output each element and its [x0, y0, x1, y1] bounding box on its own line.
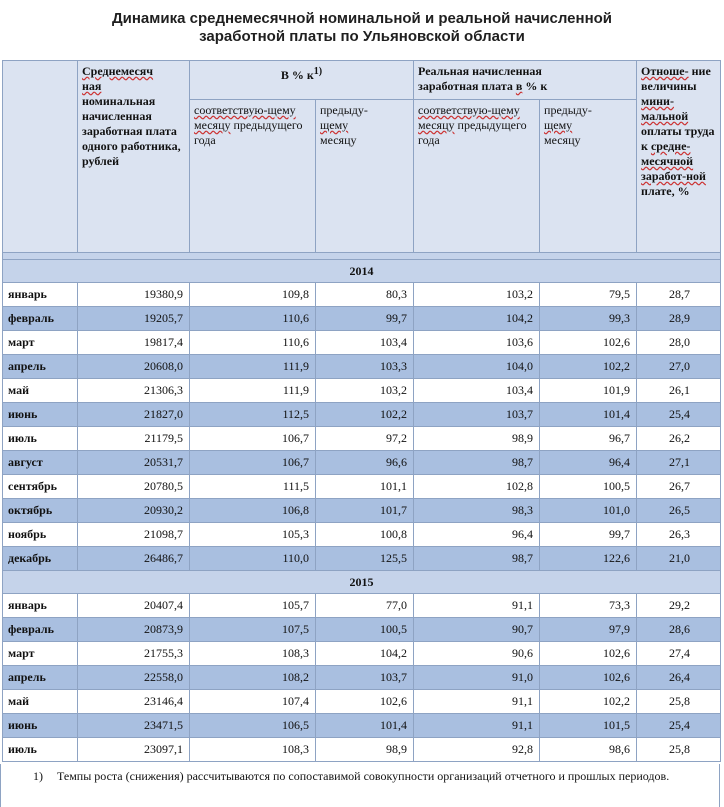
value-cell: 100,5 [540, 475, 637, 499]
document-title [0, 10, 724, 46]
sub-same-rest: предыдущего года [194, 118, 303, 147]
value-cell: 111,5 [190, 475, 316, 499]
value-cell: 106,7 [190, 451, 316, 475]
value-cell: 19380,9 [78, 283, 190, 307]
value-cell: 79,5 [540, 283, 637, 307]
value-cell: 27,1 [637, 451, 721, 475]
value-cell: 101,4 [540, 403, 637, 427]
header-percent-prev-month [316, 100, 414, 253]
value-cell: 103,7 [414, 403, 540, 427]
value-cell: 111,9 [190, 379, 316, 403]
value-cell: 101,0 [540, 499, 637, 523]
value-cell: 97,2 [316, 427, 414, 451]
header-last-und1: Отноше- [641, 64, 689, 78]
title-line-2: заработной платы по Ульяновской области [199, 28, 525, 45]
value-cell: 21827,0 [78, 403, 190, 427]
value-cell: 22558,0 [78, 666, 190, 690]
value-cell: 103,6 [414, 331, 540, 355]
value-cell: 28,0 [637, 331, 721, 355]
year-label: 2015 [3, 571, 721, 594]
sub-real-prev-und: щему [544, 118, 573, 132]
header-real-prev-month [540, 100, 637, 253]
value-cell: 98,7 [414, 547, 540, 571]
month-cell: февраль [3, 618, 78, 642]
header-last-rest3: плате, % [641, 184, 690, 198]
value-cell: 106,8 [190, 499, 316, 523]
value-cell: 102,2 [540, 355, 637, 379]
value-cell: 110,6 [190, 331, 316, 355]
table-row [3, 499, 721, 523]
header-real-same-month [414, 100, 540, 253]
header-real-l2b: в [515, 79, 523, 93]
table-row [3, 738, 721, 762]
spacer-cell [3, 253, 721, 260]
sub-real-same-rest: предыдущего года [418, 118, 527, 147]
table-row [3, 618, 721, 642]
value-cell: 106,5 [190, 714, 316, 738]
header-percent-same-month [190, 100, 316, 253]
value-cell: 103,2 [414, 283, 540, 307]
value-cell: 104,0 [414, 355, 540, 379]
value-cell: 98,6 [540, 738, 637, 762]
header-last-rest2: оплаты труда к [641, 124, 715, 153]
spacer-row [3, 253, 721, 260]
sub-prev-l1: предыду- [320, 103, 368, 117]
value-cell: 102,6 [540, 642, 637, 666]
value-cell: 100,5 [316, 618, 414, 642]
value-cell: 102,8 [414, 475, 540, 499]
value-cell: 108,3 [190, 738, 316, 762]
header-nominal-und2: ная [82, 79, 102, 93]
sub-real-same-und: соответствую-щему месяцу [418, 103, 520, 132]
table-row [3, 355, 721, 379]
value-cell: 107,5 [190, 618, 316, 642]
month-cell: август [3, 451, 78, 475]
value-cell: 98,7 [414, 451, 540, 475]
header-real-l2c: % к [525, 79, 548, 93]
value-cell: 98,9 [414, 427, 540, 451]
value-cell: 102,6 [540, 331, 637, 355]
header-group-real [414, 61, 637, 100]
value-cell: 102,2 [540, 690, 637, 714]
value-cell: 101,5 [540, 714, 637, 738]
table-row [3, 642, 721, 666]
value-cell: 77,0 [316, 594, 414, 618]
value-cell: 110,6 [190, 307, 316, 331]
header-percent-label: В % к [280, 68, 314, 82]
value-cell: 101,9 [540, 379, 637, 403]
month-cell: сентябрь [3, 475, 78, 499]
header-group-percent [190, 61, 414, 100]
sub-same-und: соответствую-щему месяцу [194, 103, 296, 132]
month-cell: декабрь [3, 547, 78, 571]
header-month-column [3, 61, 78, 253]
year-row [3, 571, 721, 594]
value-cell: 103,7 [316, 666, 414, 690]
table-row [3, 666, 721, 690]
month-cell: май [3, 379, 78, 403]
value-cell: 101,7 [316, 499, 414, 523]
value-cell: 91,1 [414, 714, 540, 738]
table-row [3, 379, 721, 403]
header-real-l2a: заработная плата [418, 79, 513, 93]
value-cell: 23146,4 [78, 690, 190, 714]
table-row [3, 403, 721, 427]
value-cell: 122,6 [540, 547, 637, 571]
value-cell: 25,4 [637, 714, 721, 738]
footnote [0, 764, 720, 807]
table-row [3, 690, 721, 714]
value-cell: 25,8 [637, 690, 721, 714]
value-cell: 97,9 [540, 618, 637, 642]
value-cell: 26,5 [637, 499, 721, 523]
value-cell: 26486,7 [78, 547, 190, 571]
value-cell: 21,0 [637, 547, 721, 571]
month-cell: январь [3, 594, 78, 618]
month-cell: ноябрь [3, 523, 78, 547]
value-cell: 103,3 [316, 355, 414, 379]
value-cell: 26,4 [637, 666, 721, 690]
header-nominal-und1: Среднемесяч [82, 64, 154, 78]
value-cell: 26,3 [637, 523, 721, 547]
value-cell: 101,1 [316, 475, 414, 499]
value-cell: 104,2 [414, 307, 540, 331]
value-cell: 103,4 [414, 379, 540, 403]
value-cell: 105,3 [190, 523, 316, 547]
value-cell: 91,1 [414, 594, 540, 618]
value-cell: 98,3 [414, 499, 540, 523]
month-cell: март [3, 642, 78, 666]
value-cell: 23097,1 [78, 738, 190, 762]
value-cell: 96,4 [414, 523, 540, 547]
value-cell: 110,0 [190, 547, 316, 571]
value-cell: 102,6 [540, 666, 637, 690]
value-cell: 19817,4 [78, 331, 190, 355]
month-cell: май [3, 690, 78, 714]
value-cell: 92,8 [414, 738, 540, 762]
header-nominal-wage [78, 61, 190, 253]
value-cell: 20780,5 [78, 475, 190, 499]
sub-prev-l3: месяцу [320, 133, 357, 147]
month-cell: февраль [3, 307, 78, 331]
header-min-wage-ratio [637, 61, 721, 253]
value-cell: 73,3 [540, 594, 637, 618]
value-cell: 103,4 [316, 331, 414, 355]
value-cell: 96,4 [540, 451, 637, 475]
table-row [3, 451, 721, 475]
footnote-text: Темпы роста (снижения) рассчитываются по сопоставимой совокупности организаций отчетного и прошлых периодов. [57, 769, 670, 783]
wage-table [2, 60, 721, 762]
month-cell: апрель [3, 355, 78, 379]
value-cell: 29,2 [637, 594, 721, 618]
header-percent-footnote-mark: 1) [313, 66, 323, 77]
title-line-1: Динамика среднемесячной номинальной и реальной начисленной [111, 10, 613, 27]
value-cell: 107,4 [190, 690, 316, 714]
value-cell: 108,3 [190, 642, 316, 666]
value-cell: 105,7 [190, 594, 316, 618]
table-row [3, 594, 721, 618]
value-cell: 25,4 [637, 403, 721, 427]
value-cell: 28,9 [637, 307, 721, 331]
value-cell: 27,0 [637, 355, 721, 379]
value-cell: 26,1 [637, 379, 721, 403]
value-cell: 91,1 [414, 690, 540, 714]
value-cell: 106,7 [190, 427, 316, 451]
value-cell: 101,4 [316, 714, 414, 738]
value-cell: 98,9 [316, 738, 414, 762]
value-cell: 23471,5 [78, 714, 190, 738]
month-cell: октябрь [3, 499, 78, 523]
value-cell: 112,5 [190, 403, 316, 427]
value-cell: 28,6 [637, 618, 721, 642]
sub-real-prev-l3: месяцу [544, 133, 581, 147]
value-cell: 80,3 [316, 283, 414, 307]
footnote-number: 1) [33, 769, 43, 783]
value-cell: 26,2 [637, 427, 721, 451]
value-cell: 108,2 [190, 666, 316, 690]
value-cell: 102,6 [316, 690, 414, 714]
table-row [3, 427, 721, 451]
value-cell: 21755,3 [78, 642, 190, 666]
value-cell: 21098,7 [78, 523, 190, 547]
value-cell: 20873,9 [78, 618, 190, 642]
value-cell: 125,5 [316, 547, 414, 571]
table-row [3, 283, 721, 307]
month-cell: июль [3, 427, 78, 451]
table-row [3, 307, 721, 331]
header-nominal-rest: номинальная начисленная заработная плата одного работника, рублей [82, 94, 181, 168]
header-last-und3: средне-месячной заработ-ной [641, 139, 706, 183]
table-row [3, 714, 721, 738]
month-cell: июнь [3, 714, 78, 738]
value-cell: 20608,0 [78, 355, 190, 379]
value-cell: 99,3 [540, 307, 637, 331]
table-row [3, 331, 721, 355]
value-cell: 111,9 [190, 355, 316, 379]
month-cell: март [3, 331, 78, 355]
header-real-l1: Реальная начисленная [418, 64, 542, 78]
value-cell: 20930,2 [78, 499, 190, 523]
sub-prev-und: щему [320, 118, 349, 132]
value-cell: 28,7 [637, 283, 721, 307]
table-row [3, 475, 721, 499]
value-cell: 99,7 [316, 307, 414, 331]
value-cell: 90,7 [414, 618, 540, 642]
value-cell: 100,8 [316, 523, 414, 547]
value-cell: 21306,3 [78, 379, 190, 403]
value-cell: 19205,7 [78, 307, 190, 331]
month-cell: июль [3, 738, 78, 762]
value-cell: 20407,4 [78, 594, 190, 618]
value-cell: 109,8 [190, 283, 316, 307]
value-cell: 90,6 [414, 642, 540, 666]
value-cell: 25,8 [637, 738, 721, 762]
header-last-und2: мини-мальной [641, 94, 689, 123]
year-row [3, 260, 721, 283]
month-cell: январь [3, 283, 78, 307]
value-cell: 27,4 [637, 642, 721, 666]
header-last-rest1: ние величины [641, 64, 711, 93]
value-cell: 91,0 [414, 666, 540, 690]
month-cell: июнь [3, 403, 78, 427]
value-cell: 26,7 [637, 475, 721, 499]
table-row [3, 523, 721, 547]
value-cell: 96,7 [540, 427, 637, 451]
sub-real-prev-l1: предыду- [544, 103, 592, 117]
value-cell: 103,2 [316, 379, 414, 403]
table-row [3, 547, 721, 571]
month-cell: апрель [3, 666, 78, 690]
value-cell: 20531,7 [78, 451, 190, 475]
year-label: 2014 [3, 260, 721, 283]
value-cell: 96,6 [316, 451, 414, 475]
value-cell: 102,2 [316, 403, 414, 427]
value-cell: 21179,5 [78, 427, 190, 451]
value-cell: 99,7 [540, 523, 637, 547]
value-cell: 104,2 [316, 642, 414, 666]
